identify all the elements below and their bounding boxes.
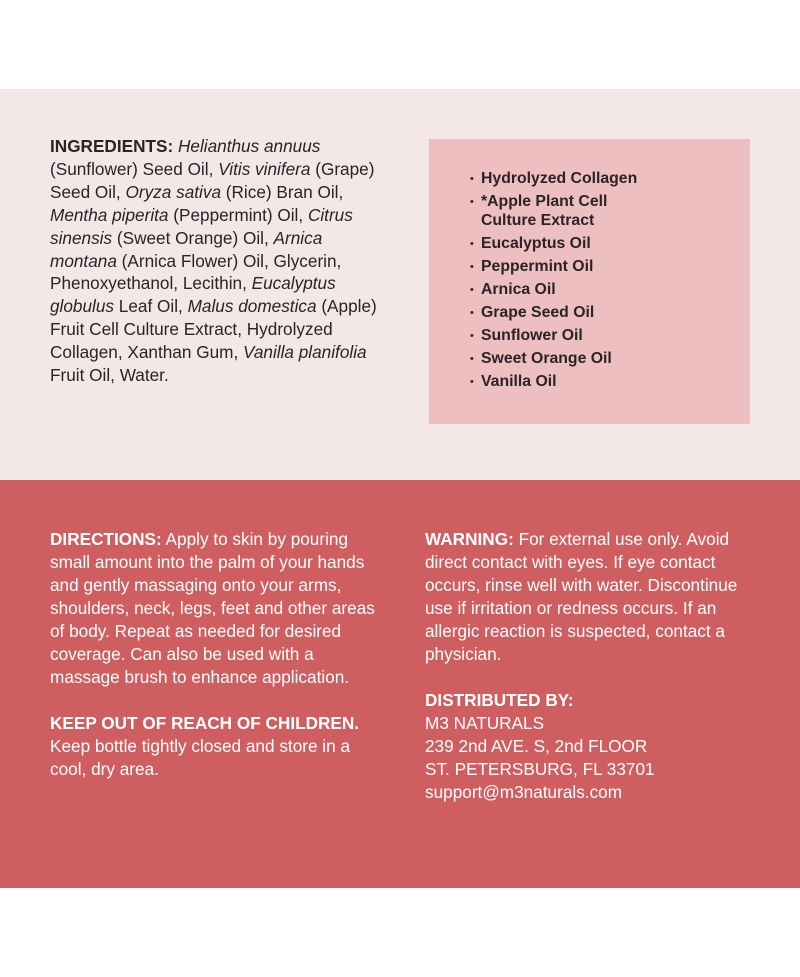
ingredient-text: (Arnica Flower) Oil, Glycerin, Phenoxyethanol, Lecithin, [50,250,342,294]
warning-text: For external use only. Avoid direct contact with eyes. If eye contact occurs, rinse well with water. Discontinue use if irritation or redness occurs. If an allergic reaction is suspected, contact a physician. [425,529,738,664]
ingredients-list [50,136,377,385]
ingredient-text: (Grape) Seed Oil, [50,158,375,202]
directions-heading: DIRECTIONS: [50,529,162,549]
directions-text: Apply to skin by pouring small amount into the palm of your hands and gently massaging onto your arms, shoulders, neck, legs, feet and other areas of body. Repeat as needed for desired coverage. Can also be used with a massage brush to enhance application. [50,529,375,687]
key-ingredient-item: • *Apple Plant Cell Culture Extract [470,193,631,230]
ingredients-heading: INGREDIENTS: [50,136,174,156]
directions-paragraph [50,528,385,689]
key-ingredient-item: • Vanilla Oil [470,373,740,392]
key-ingredient-item: • Grape Seed Oil [470,304,740,323]
ingredient-text: (Apple) Fruit Cell Culture Extract, Hydrolyzed Collagen, Xanthan Gum, [50,296,377,363]
botanical-name: Citrus sinensis [50,204,353,248]
warning-paragraph [425,528,755,666]
botanical-name: Malus domestica [187,296,317,317]
key-ingredients-box [429,139,750,424]
keep-out-heading: KEEP OUT OF REACH OF CHILDREN. [50,713,360,733]
ingredients-text [50,135,390,387]
botanical-name: Vitis vinifera [218,158,311,179]
distributor-city: ST. PETERSBURG, FL 33701 [425,759,655,779]
distributor-name: M3 NATURALS [425,713,545,733]
warning-column [425,528,755,804]
distributor-street: 239 2nd AVE. S, 2nd FLOOR [425,736,648,756]
ingredient-text: (Peppermint) Oil, [168,204,308,225]
ingredient-text: Fruit Oil, Water. [50,365,169,386]
key-ingredients-list [470,170,740,396]
distributor-email[interactable]: support@m3naturals.com [425,782,623,802]
ingredient-text: (Sunflower) Seed Oil, [50,158,219,179]
ingredient-text: (Sweet Orange) Oil, [112,227,274,248]
botanical-name: Oryza sativa [125,181,221,202]
key-ingredient-item: • Arnica Oil [470,281,740,300]
key-ingredient-item: • Eucalyptus Oil [470,235,740,254]
botanical-name: Helianthus annuus [177,136,321,156]
keep-out-text: Keep bottle tightly closed and store in a cool, dry area. [50,736,351,779]
ingredient-text: Leaf Oil, [114,296,188,317]
warning-heading: WARNING: [425,529,514,549]
botanical-name: Mentha piperita [50,204,169,225]
directions-column [50,528,385,781]
keep-out-paragraph [50,712,385,781]
key-ingredient-item: • Sunflower Oil [470,327,740,346]
botanical-name: Eucalyptus globulus [50,273,336,317]
distributor-heading: DISTRIBUTED BY: [425,690,574,710]
key-ingredient-item: • Hydrolyzed Collagen [470,170,740,189]
botanical-name: Arnica montana [50,227,323,271]
ingredient-text: (Rice) Bran Oil, [221,181,344,202]
key-ingredient-item: • Sweet Orange Oil [470,350,740,369]
botanical-name: Vanilla planifolia [243,342,367,363]
key-ingredient-item: • Peppermint Oil [470,258,740,277]
